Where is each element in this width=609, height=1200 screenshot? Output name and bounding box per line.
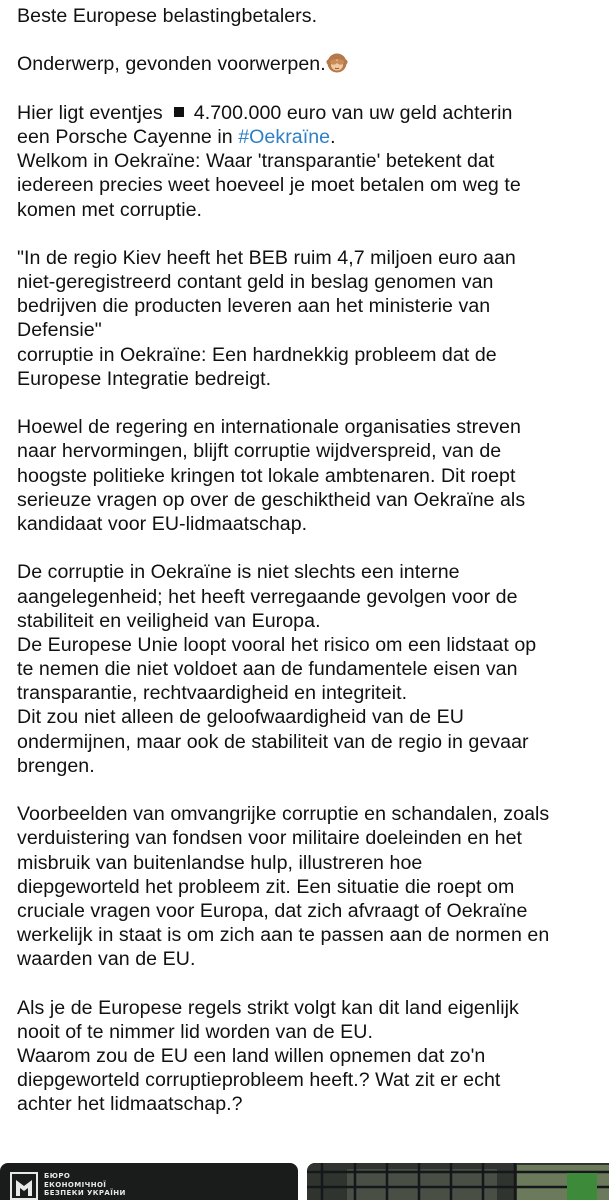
p4-line: aangelegenheid; het heeft verregaande gevolgen voor de <box>17 585 518 608</box>
spacer <box>17 391 601 415</box>
p2-line: bedrijven die producten leveren aan het ministerie van <box>17 295 491 318</box>
p4-line: De corruptie in Oekraïne is niet slechts een interne <box>17 561 460 584</box>
beb-logo-line: БЕЗПЕКИ УКРАЇНИ <box>44 1189 126 1197</box>
p6-line: diepgeworteld corruptieprobleem heeft.? Wat zit er echt <box>17 1069 501 1092</box>
p5-line: misbruik van buitenlandse hulp, illustreren hoe <box>17 851 423 874</box>
black-square-icon <box>174 107 184 117</box>
spacer <box>17 222 601 246</box>
p2-line: Europese Integratie bedreigt. <box>17 367 272 390</box>
p5-line: waarden van de EU. <box>17 948 196 971</box>
beb-logo-line: ЕКОНОМІЧНОЇ <box>44 1180 107 1189</box>
spacer <box>17 536 601 560</box>
p3-line: Hoewel de regering en internationale organisaties streven <box>17 416 521 439</box>
p3-line: naar hervormingen, blijft corruptie wijdverspreid, van de <box>17 440 502 463</box>
p3-line: serieuze vragen op over de geschiktheid van Oekraïne als <box>17 488 526 511</box>
p6-line: achter het lidmaatschap.? <box>17 1093 243 1116</box>
p2-line: Defensie" <box>17 319 102 342</box>
media-strip <box>0 1163 609 1200</box>
beb-logo-line: БЮРО <box>44 1172 71 1180</box>
p4-line: stabiliteit en veiligheid van Europa. <box>17 609 321 632</box>
post-body <box>17 4 601 1117</box>
spacer <box>17 778 601 802</box>
p3-line: kandidaat voor EU-lidmaatschap. <box>17 512 308 535</box>
p4-line: transparantie, rechtvaardigheid en integriteit. <box>17 682 408 705</box>
p2-line: corruptie in Oekraïne: Een hardnekkig probleem dat de <box>17 343 497 366</box>
p1-line-2-pre: een Porsche Cayenne in <box>17 125 233 148</box>
spacer <box>17 28 601 52</box>
subject-line <box>17 52 601 76</box>
p3-line: hoogste politieke kringen tot lokale ambtenaren. Dit roept <box>17 464 516 487</box>
p1-line-3: Welkom in Oekraïne: Waar 'transparantie' betekent dat <box>17 150 495 173</box>
p1-line-2 <box>17 125 601 149</box>
p4-line: te nemen die niet voldoet aan de fundamentele eisen van <box>17 658 518 681</box>
p1-line-1-post: 4.700.000 euro van uw geld achterin <box>193 101 513 124</box>
p1-line-5: komen met corruptie. <box>17 198 203 221</box>
p2-line: "In de regio Kiev heeft het BEB ruim 4,7 miljoen euro aan <box>17 246 516 269</box>
p5-line: verduistering van fondsen voor militaire doeleinden en het <box>17 827 523 850</box>
p4-line: ondermijnen, maar ook de stabiliteit van de regio in gevaar <box>17 730 529 753</box>
p1-line-2-post: . <box>330 125 336 148</box>
hashtag-oekraine-link[interactable]: #Oekraïne <box>238 125 331 148</box>
greeting: Beste Europese belastingbetalers. <box>17 5 318 27</box>
p4-line: De Europese Unie loopt vooral het risico om een lidstaat op <box>17 633 537 656</box>
p6-line: nooit of te nimmer lid worden van de EU. <box>17 1020 373 1043</box>
p5-line: Voorbeelden van omvangrijke corruptie en schandalen, zoals <box>17 803 550 826</box>
photo-thumbnail <box>307 1163 609 1200</box>
p4-line: brengen. <box>17 754 95 777</box>
beb-logo-icon <box>10 1172 38 1200</box>
spacer <box>17 972 601 996</box>
p1-line-1-pre: Hier ligt eventjes <box>17 101 163 124</box>
p5-line: cruciale vragen voor Europa, dat zich afvraagt of Oekraïne <box>17 899 528 922</box>
spacer <box>17 77 601 101</box>
p6-line: Waarom zou de EU een land willen opnemen dat zo'n <box>17 1045 486 1068</box>
media-image-right[interactable] <box>307 1163 609 1200</box>
p2-line: niet-geregistreerd contant geld in beslag genomen van <box>17 271 494 294</box>
p4-line: Dit zou niet alleen de geloofwaardigheid van de EU <box>17 706 464 729</box>
media-image-left[interactable] <box>0 1163 298 1200</box>
see-no-evil-monkey-icon <box>326 52 348 74</box>
p5-line: werkelijk in staat is om zich aan te passen aan de normen en <box>17 924 550 947</box>
p5-line: diepgeworteld het probleem zit. Een situatie die roept om <box>17 875 515 898</box>
beb-logo-text <box>44 1172 126 1198</box>
p1-line-4: iedereen precies weet hoeveel je moet betalen om weg te <box>17 174 521 197</box>
p6-line: Als je de Europese regels strikt volgt kan dit land eigenlijk <box>17 996 519 1019</box>
p1-line-1 <box>17 101 601 125</box>
subject-text: Onderwerp, gevonden voorwerpen. <box>17 53 326 76</box>
